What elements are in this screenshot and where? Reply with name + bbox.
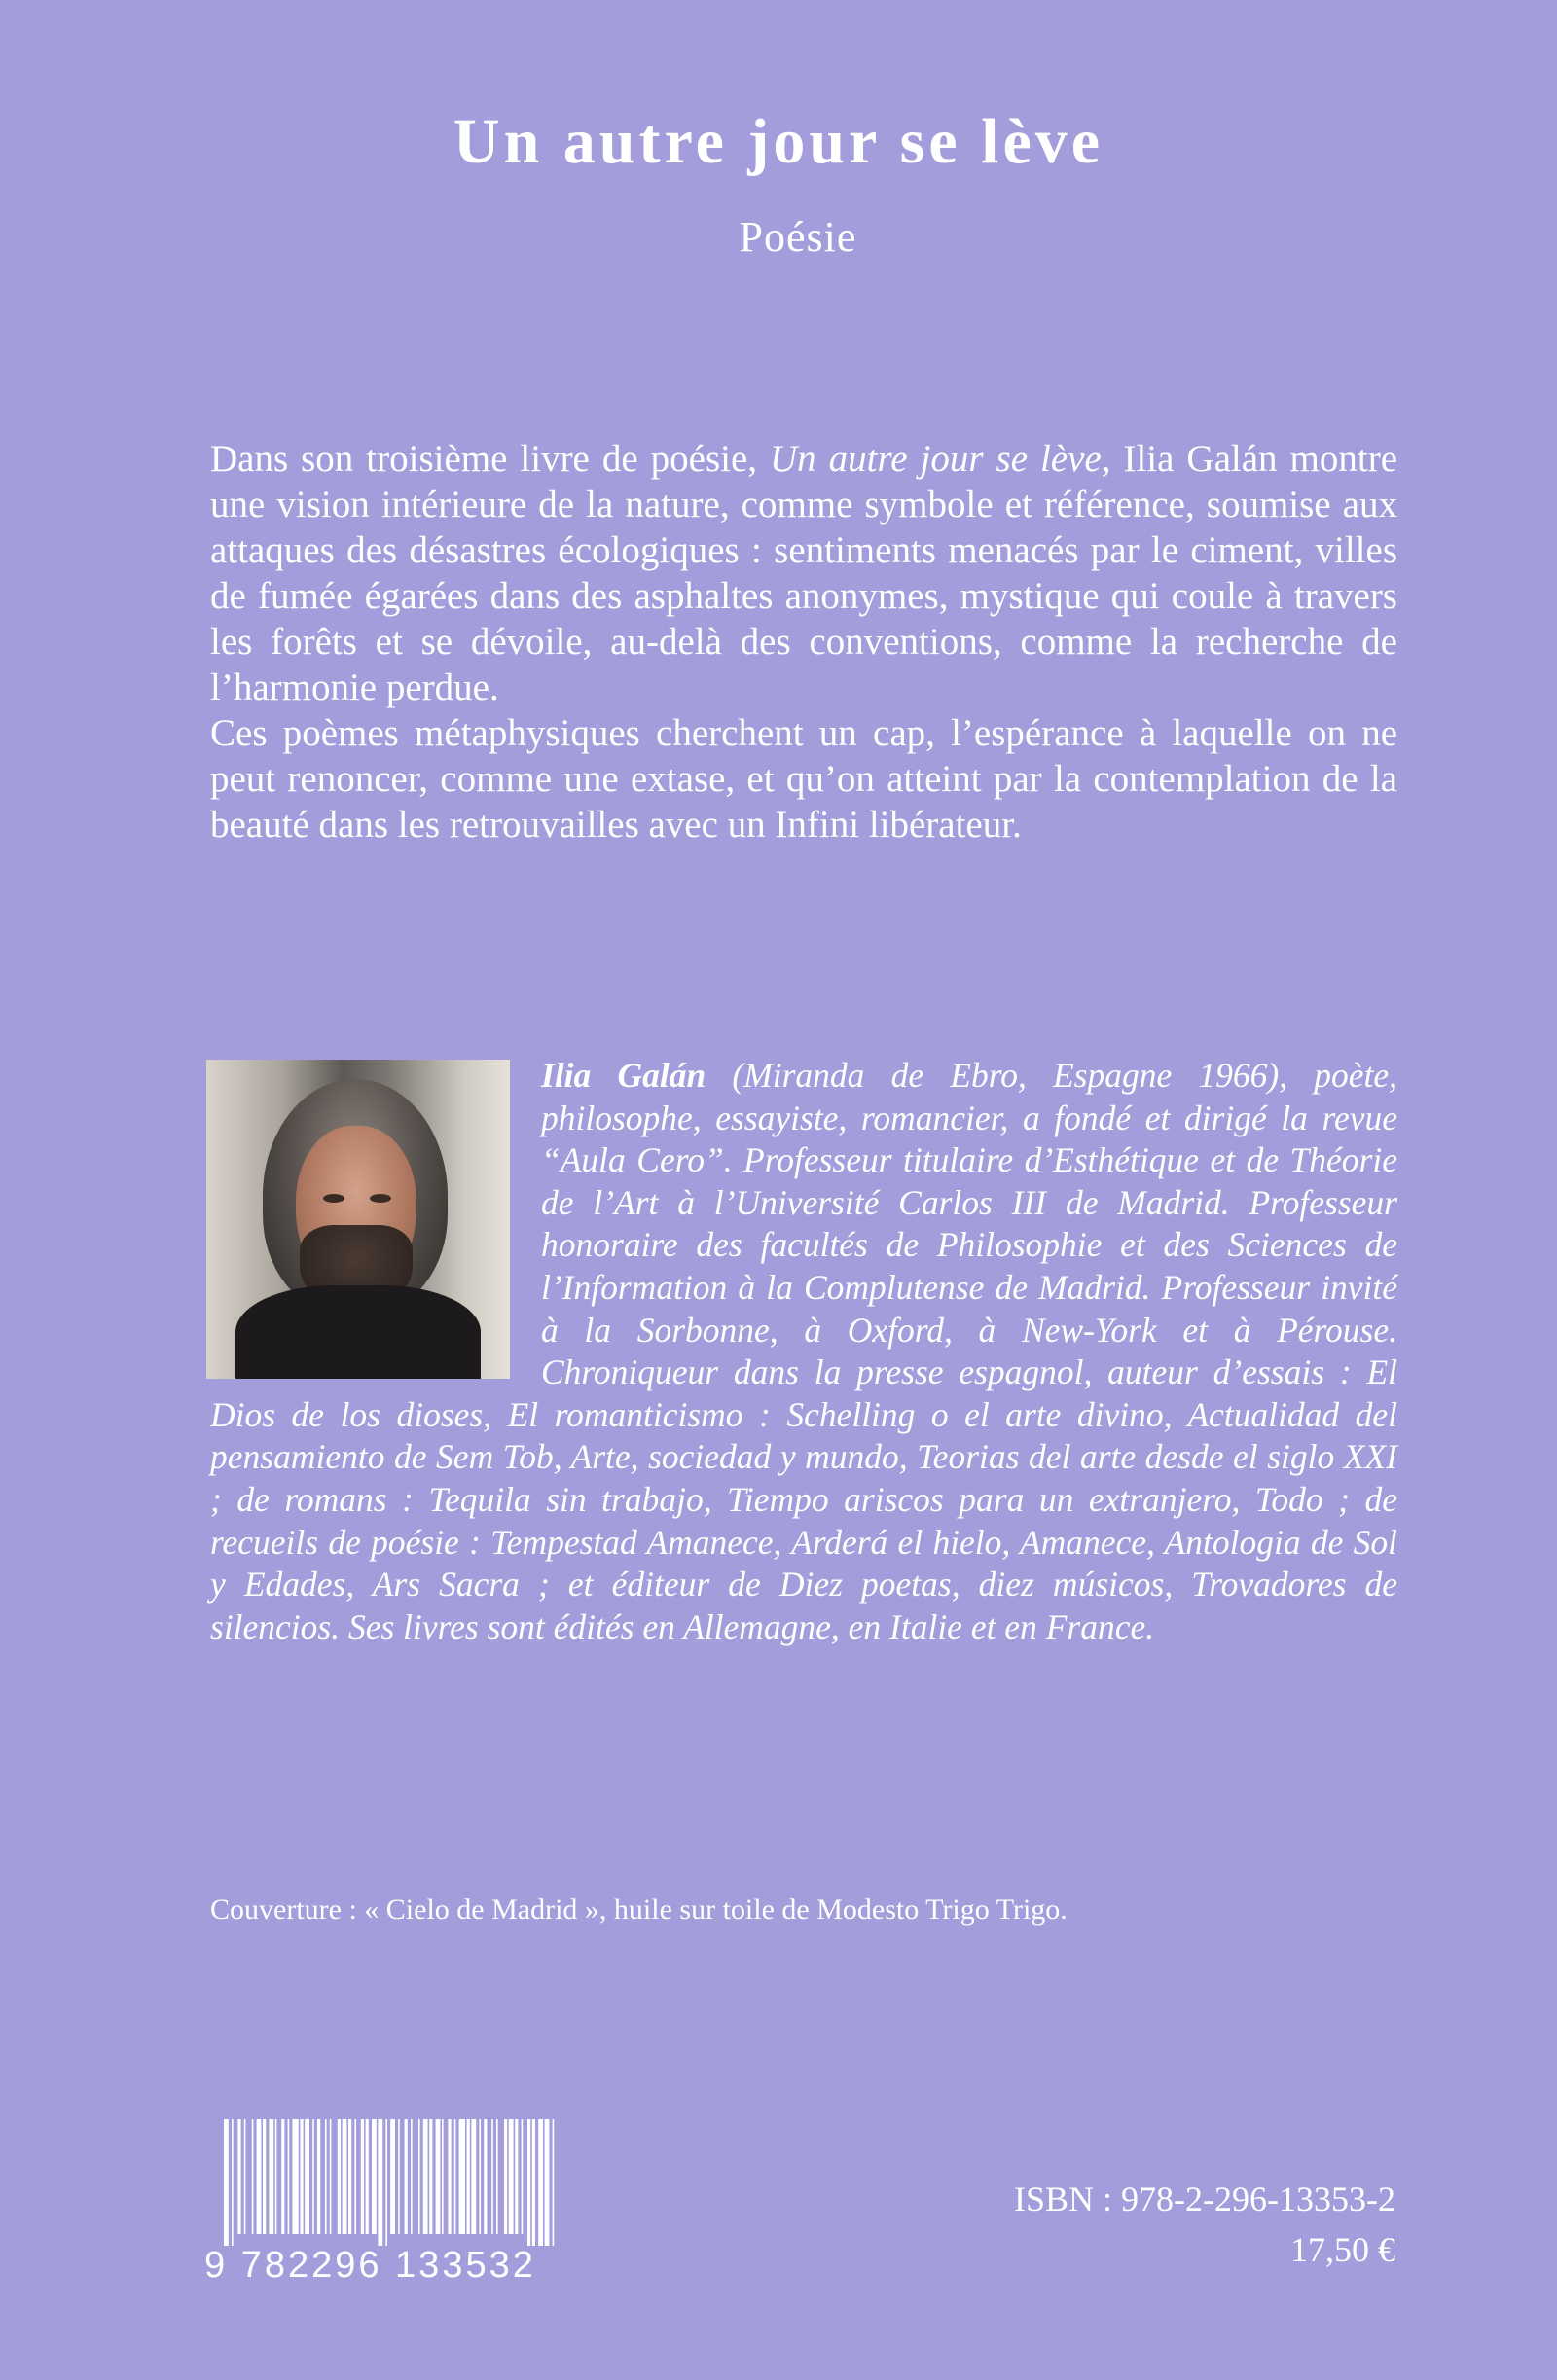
isbn-price-block <box>1014 2174 1395 2275</box>
barcode-digits: 9 782296 133532 <box>204 2245 536 2285</box>
barcode <box>204 2119 594 2285</box>
blurb-paragraph-2: Ces poèmes métaphysiques cherchent un cap, l’espérance à laquelle on ne peut renoncer, comme une extase, et qu’on atteint par la contemplation de la beauté dans les retrouvailles avec un Infini libérateur. <box>210 712 1397 846</box>
blurb-book-title: Un autre jour se lève <box>770 438 1102 480</box>
author-bio-text: (Miranda de Ebro, Espagne 1966), poète, philosophe, essayiste, romancier, a fondé et dirigé la revue “Aula Cero”. Professeur titulaire d’Esthétique et de Théorie de l’Art à l’Université Carlos III de Madrid. Professeur honoraire des facultés de Philosophie et des Sciences de l’Information à la Complutense de Madrid. Professeur invité à la Sorbonne, à Oxford, à New-York et à Pérouse. Chroniqueur dans la presse espagnol, auteur d’essais : El Dios de los dioses, El romanticismo : Schelling o el arte divino, Actualidad del pensamiento de Sem Tob, Arte, sociedad y mundo, Teorias del arte desde el siglo XXI ; de romans : Tequila sin trabajo, Tiempo ariscos para un extranjero, Todo ; de recueils de poésie : Tempestad Amanece, Arderá el hielo, Amanece, Antologia de Sol y Edades, Ars Sacra ; et éditeur de Diez poetas, diez músicos, Trovadores de silencios. Ses livres sont édités en Allemagne, en Italie et en France. <box>210 1056 1397 1646</box>
author-name: Ilia Galán <box>541 1056 706 1095</box>
cover-credit: Couverture : « Cielo de Madrid », huile sur toile de Modesto Trigo Trigo. <box>210 1893 1068 1926</box>
book-genre: Poésie <box>739 213 857 261</box>
blurb-paragraph-1: Dans son troisième livre de poésie, Un autre jour se lève, Ilia Galán montre une vision intérieure de la nature, comme symbole et référence, soumise aux attaques des désastres écologiques : sentiments menacés par le ciment, villes de fumée égarées dans des asphaltes anonymes, mystique qui coule à travers les forêts et se dévoile, au-delà des conventions, comme la recherche de l’harmonie perdue. <box>210 438 1397 708</box>
isbn-number: ISBN : 978-2-296-13353-2 <box>1014 2180 1395 2218</box>
author-bio <box>210 1055 1397 1648</box>
back-cover-blurb <box>210 436 1397 847</box>
price: 17,50 € <box>1290 2230 1395 2269</box>
book-title: Un autre jour se lève <box>453 106 1104 177</box>
